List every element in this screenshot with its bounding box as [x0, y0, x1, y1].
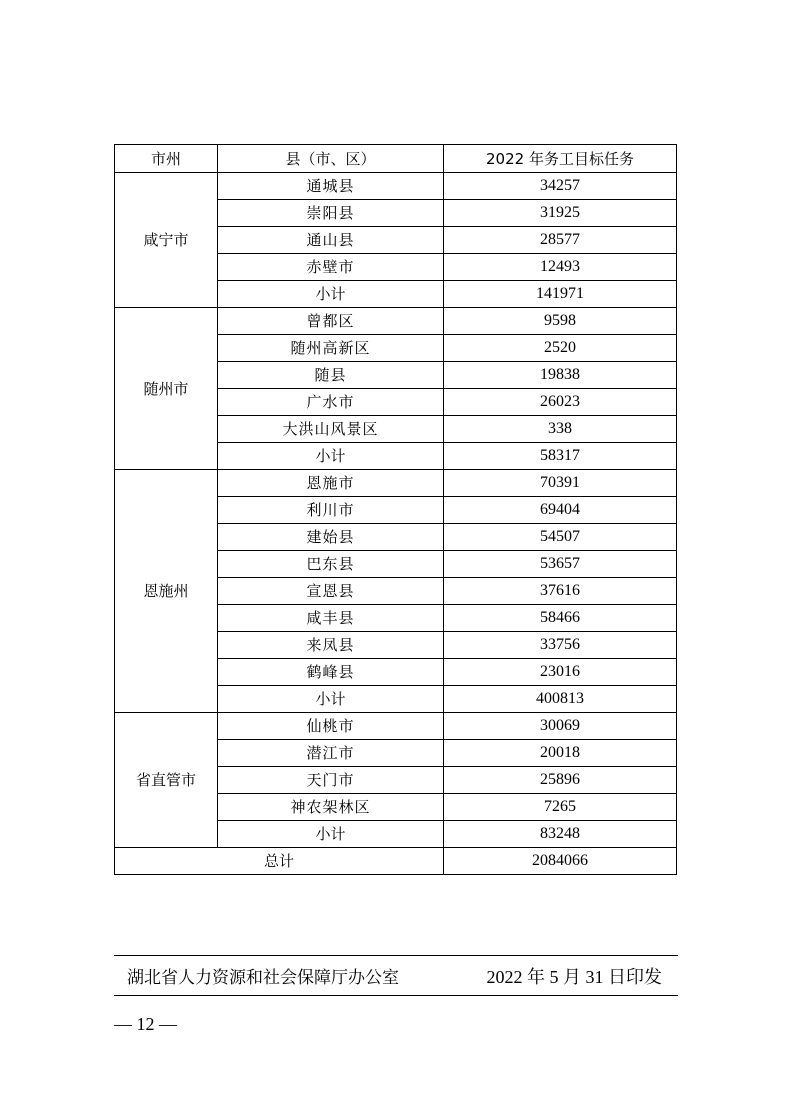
county-cell: 赤壁市 [218, 254, 444, 281]
county-cell: 通城县 [218, 173, 444, 200]
target-value-cell: 58466 [444, 605, 677, 632]
footer [127, 963, 662, 989]
county-cell: 宣恩县 [218, 578, 444, 605]
subtotal-value: 141971 [444, 281, 677, 308]
target-value-cell: 20018 [444, 740, 677, 767]
target-value-cell: 37616 [444, 578, 677, 605]
county-cell: 鹤峰县 [218, 659, 444, 686]
county-cell: 咸丰县 [218, 605, 444, 632]
county-cell: 随州高新区 [218, 335, 444, 362]
county-cell: 广水市 [218, 389, 444, 416]
task-table [114, 144, 677, 875]
subtotal-value: 83248 [444, 821, 677, 848]
footer-bottom-rule [114, 995, 678, 996]
target-value-cell: 70391 [444, 470, 677, 497]
target-value-cell: 26023 [444, 389, 677, 416]
table-row [115, 173, 677, 200]
table-row [115, 470, 677, 497]
target-value-cell: 30069 [444, 713, 677, 740]
subtotal-label: 小计 [218, 686, 444, 713]
county-cell: 仙桃市 [218, 713, 444, 740]
header-target: 2022 年务工目标任务 [444, 145, 677, 173]
target-value-cell: 28577 [444, 227, 677, 254]
county-cell: 利川市 [218, 497, 444, 524]
target-value-cell: 338 [444, 416, 677, 443]
table-header-row [115, 145, 677, 173]
county-cell: 巴东县 [218, 551, 444, 578]
total-label: 总计 [115, 848, 444, 875]
subtotal-label: 小计 [218, 821, 444, 848]
target-value-cell: 9598 [444, 308, 677, 335]
target-value-cell: 34257 [444, 173, 677, 200]
county-cell: 崇阳县 [218, 200, 444, 227]
city-cell: 随州市 [115, 308, 218, 470]
target-value-cell: 33756 [444, 632, 677, 659]
target-value-cell: 7265 [444, 794, 677, 821]
subtotal-value: 400813 [444, 686, 677, 713]
target-value-cell: 25896 [444, 767, 677, 794]
total-row [115, 848, 677, 875]
target-value-cell: 2520 [444, 335, 677, 362]
header-county: 县（市、区） [218, 145, 444, 173]
subtotal-label: 小计 [218, 281, 444, 308]
footer-top-rule [114, 955, 678, 956]
target-value-cell: 23016 [444, 659, 677, 686]
county-cell: 潜江市 [218, 740, 444, 767]
county-cell: 随县 [218, 362, 444, 389]
subtotal-value: 58317 [444, 443, 677, 470]
city-cell: 省直管市 [115, 713, 218, 848]
county-cell: 大洪山风景区 [218, 416, 444, 443]
table-row [115, 713, 677, 740]
county-cell: 来凤县 [218, 632, 444, 659]
city-cell: 咸宁市 [115, 173, 218, 308]
target-value-cell: 19838 [444, 362, 677, 389]
county-cell: 神农架林区 [218, 794, 444, 821]
target-value-cell: 54507 [444, 524, 677, 551]
county-cell: 天门市 [218, 767, 444, 794]
footer-date: 2022 年 5 月 31 日印发 [486, 967, 662, 987]
county-cell: 通山县 [218, 227, 444, 254]
target-value-cell: 69404 [444, 497, 677, 524]
county-cell: 建始县 [218, 524, 444, 551]
county-cell: 恩施市 [218, 470, 444, 497]
subtotal-label: 小计 [218, 443, 444, 470]
target-value-cell: 12493 [444, 254, 677, 281]
county-cell: 曾都区 [218, 308, 444, 335]
table-body [115, 173, 677, 875]
target-value-cell: 31925 [444, 200, 677, 227]
city-cell: 恩施州 [115, 470, 218, 713]
table-row [115, 308, 677, 335]
footer-issuer: 湖北省人力资源和社会保障厅办公室 [127, 968, 399, 988]
page-number: — 12 — [114, 1014, 177, 1034]
target-value-cell: 53657 [444, 551, 677, 578]
total-value: 2084066 [444, 848, 677, 875]
header-city: 市州 [115, 145, 218, 173]
